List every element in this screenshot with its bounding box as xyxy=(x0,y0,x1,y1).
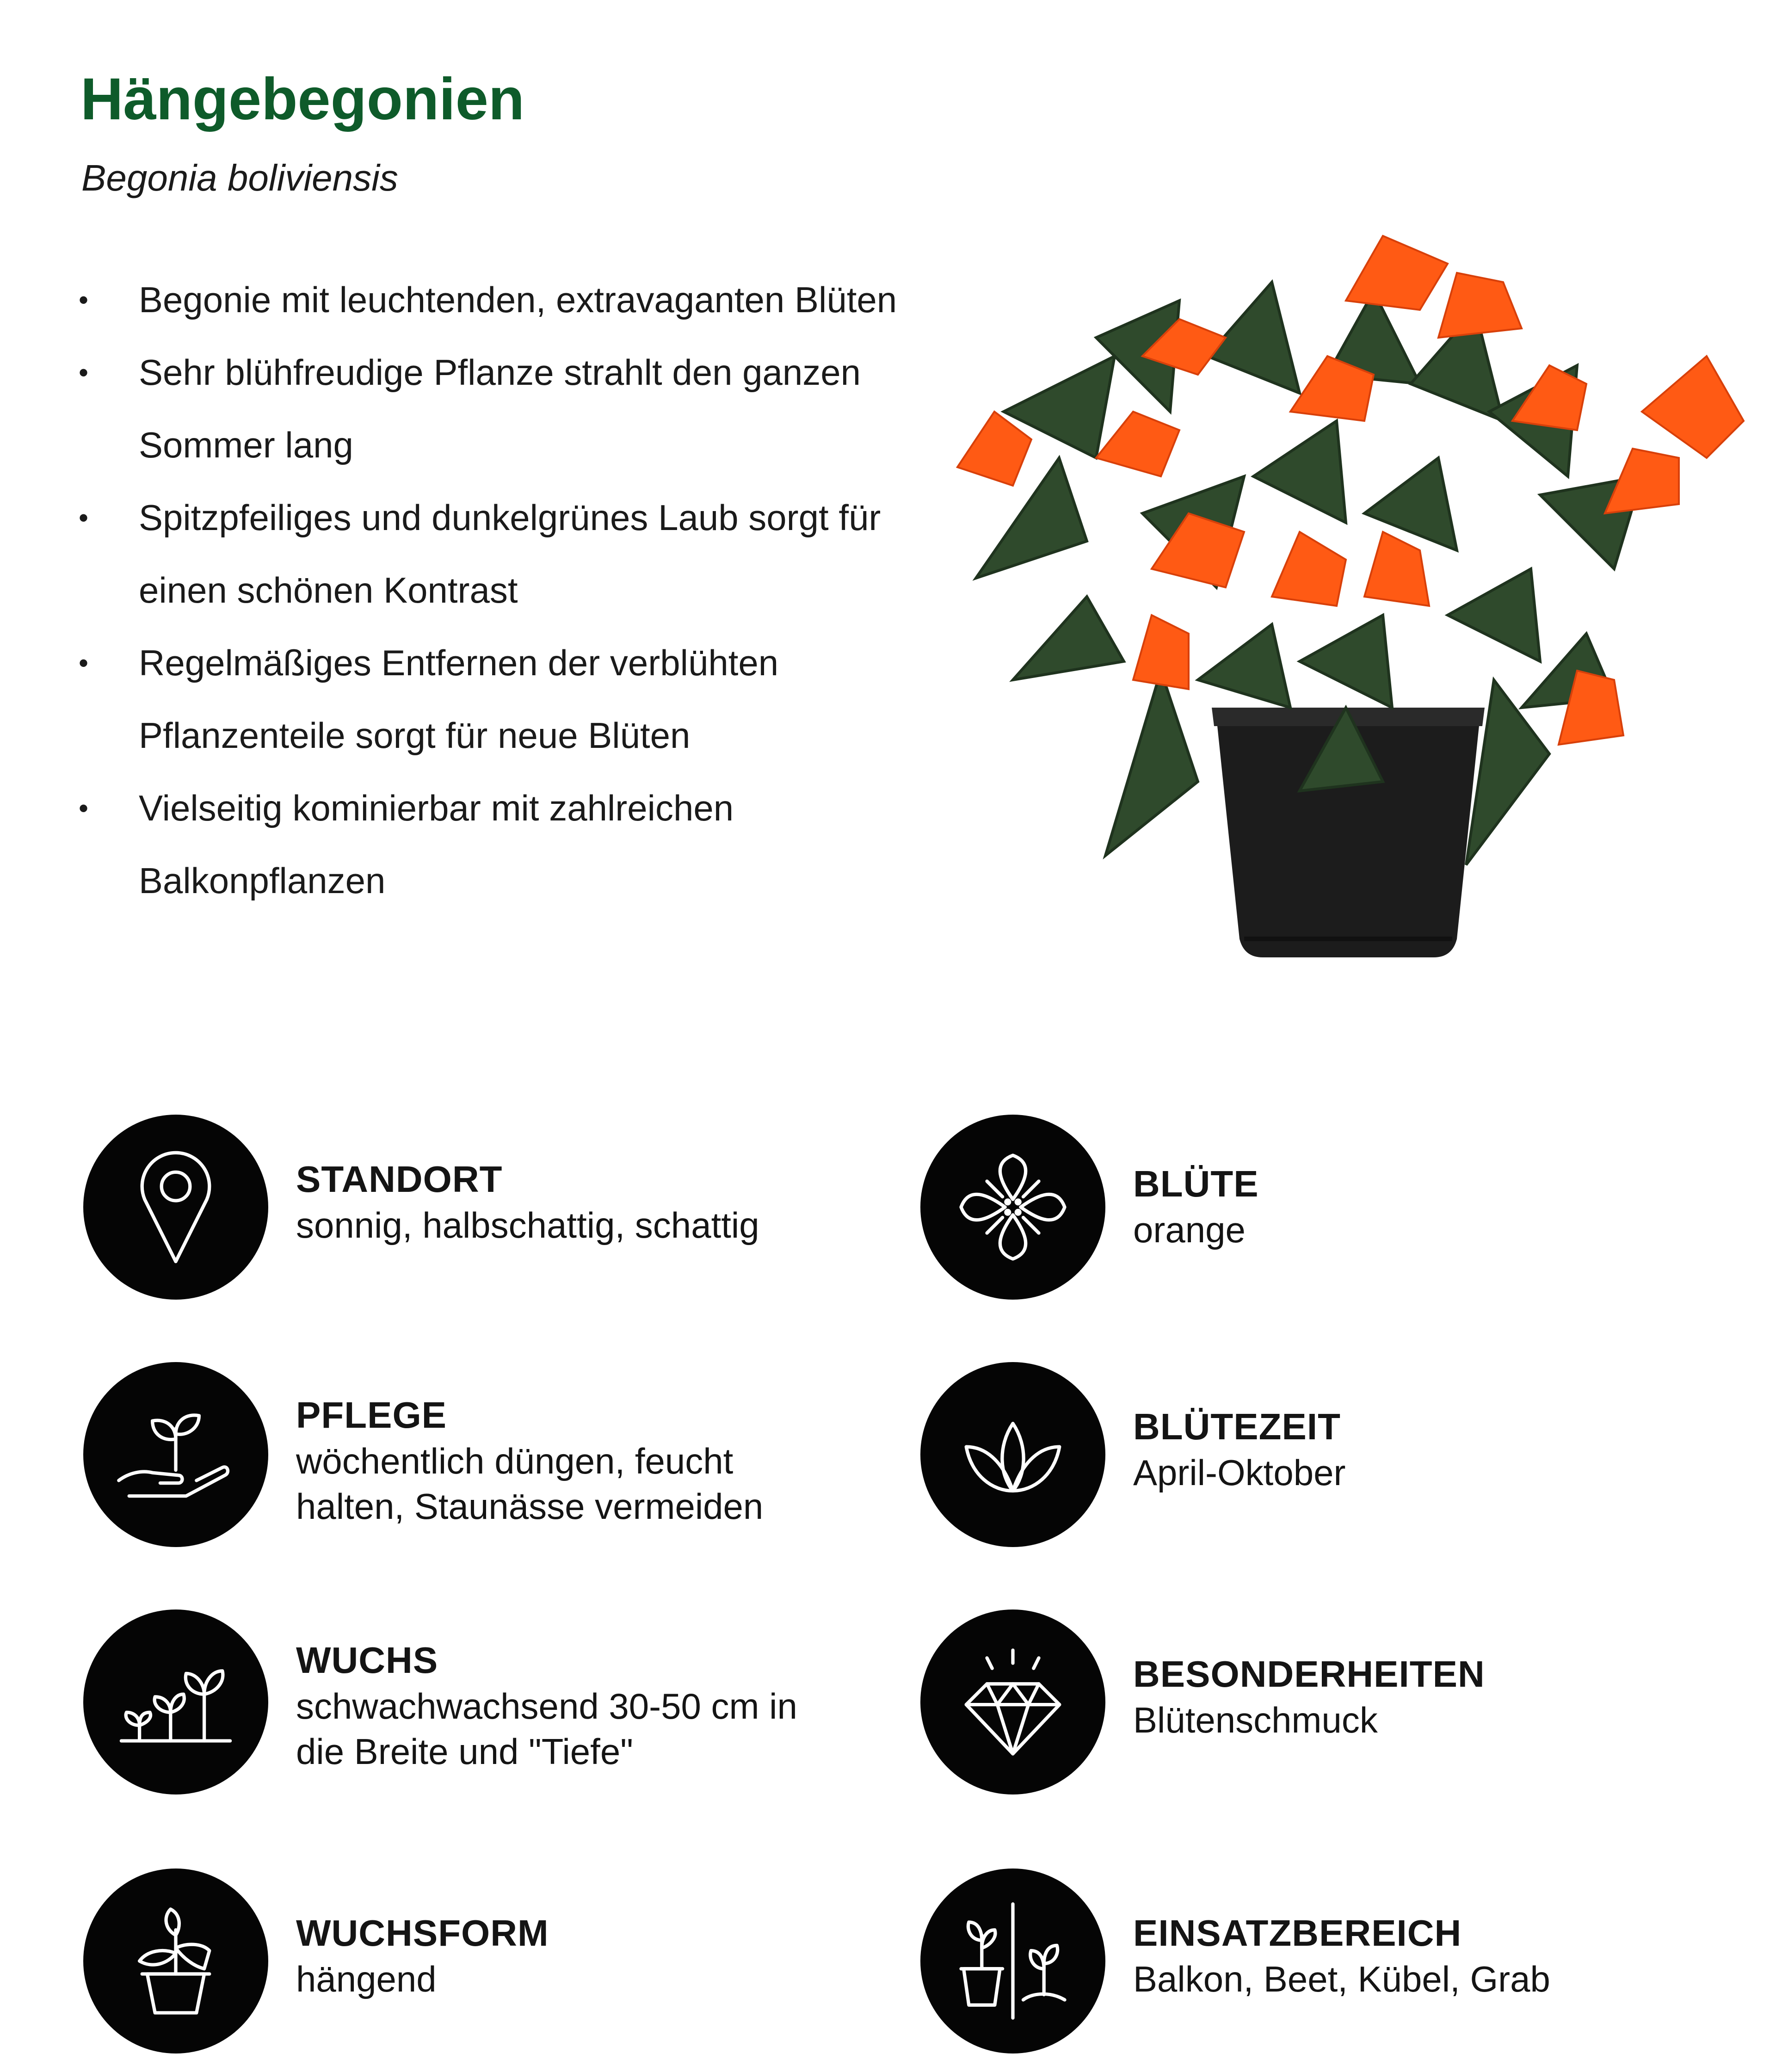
feature-label: WUCHSFORM xyxy=(296,1912,549,1954)
page-title: Hängebegonien xyxy=(80,66,525,132)
feature-value: Blütenschmuck xyxy=(1133,1700,1378,1740)
potted-plant-icon xyxy=(83,1868,268,2054)
location-pin-icon xyxy=(83,1115,268,1300)
feature-wuchs xyxy=(83,1610,870,1804)
bullet-dot: • xyxy=(79,284,89,315)
feature-value: orange xyxy=(1133,1209,1246,1250)
pot-and-sprout-icon xyxy=(920,1868,1105,2054)
flower-icon xyxy=(920,1115,1105,1300)
feature-value: schwachwachsend 30-50 cm in die Breite und "Tiefe" xyxy=(296,1686,797,1772)
feature-label: STANDORT xyxy=(296,1159,503,1200)
feature-label: WUCHS xyxy=(296,1640,438,1681)
feature-value: wöchentlich düngen, feucht halten, Staunässe vermeiden xyxy=(296,1441,764,1527)
feature-wuchsform xyxy=(83,1868,870,2063)
feature-besonderheiten xyxy=(920,1610,1707,1804)
feature-bluetezeit xyxy=(920,1362,1707,1556)
bullet-dot: • xyxy=(79,793,89,824)
feature-value: hängend xyxy=(296,1959,437,1999)
bullet-dot: • xyxy=(79,357,89,388)
list-item xyxy=(79,481,902,627)
growing-plants-icon xyxy=(83,1610,268,1794)
feature-bluete xyxy=(920,1115,1707,1309)
list-item-text: Regelmäßiges Entfernen der verblühten Pflanzenteile sorgt für neue Blüten xyxy=(139,642,779,756)
lotus-icon xyxy=(920,1362,1105,1547)
bullet-dot: • xyxy=(79,648,89,678)
feature-list xyxy=(79,264,902,917)
list-item-text: Begonie mit leuchtenden, extravaganten Blüten xyxy=(139,279,897,320)
list-item xyxy=(79,264,902,336)
bullet-dot: • xyxy=(79,502,89,533)
feature-label: BESONDERHEITEN xyxy=(1133,1653,1485,1695)
list-item-text: Sehr blühfreudige Pflanze strahlt den ganzen Sommer lang xyxy=(139,352,861,465)
feature-einsatzbereich xyxy=(920,1868,1707,2063)
begonia-plant-image xyxy=(920,217,1753,976)
feature-pflege xyxy=(83,1362,870,1556)
feature-standort xyxy=(83,1115,870,1309)
list-item xyxy=(79,336,902,481)
list-item xyxy=(79,772,902,917)
list-item-text: Spitzpfeiliges und dunkelgrünes Laub sorgt für einen schönen Kontrast xyxy=(139,497,881,610)
feature-value: April-Oktober xyxy=(1133,1452,1346,1493)
feature-value: sonnig, halbschattig, schattig xyxy=(296,1205,759,1246)
list-item xyxy=(79,627,902,772)
list-item-text: Vielseitig kominierbar mit zahlreichen Balkonpflanzen xyxy=(139,788,734,901)
feature-label: BLÜTE xyxy=(1133,1163,1259,1204)
feature-value: Balkon, Beet, Kübel, Grab xyxy=(1133,1959,1550,1999)
botanical-name: Begonia boliviensis xyxy=(81,157,398,198)
diamond-icon xyxy=(920,1610,1105,1794)
feature-label: EINSATZBEREICH xyxy=(1133,1912,1462,1954)
feature-label: PFLEGE xyxy=(296,1394,447,1436)
seedling-hand-icon xyxy=(83,1362,268,1547)
feature-label: BLÜTEZEIT xyxy=(1133,1406,1341,1447)
